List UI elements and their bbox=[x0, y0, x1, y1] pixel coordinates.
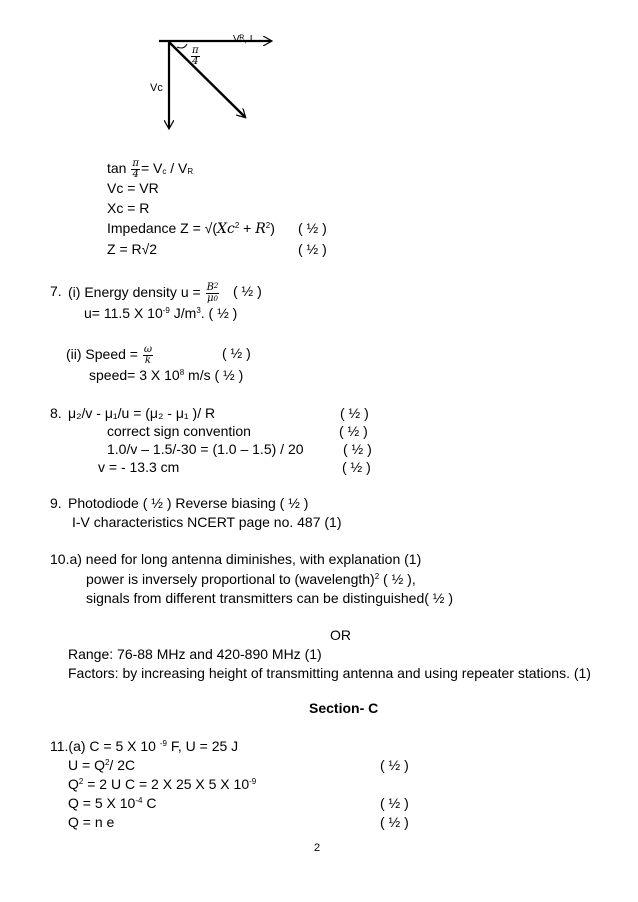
q11-quantization: Q = n e bbox=[68, 814, 115, 830]
q8-mark-4: ( ½ ) bbox=[342, 459, 371, 475]
q7-number: 7. bbox=[50, 283, 62, 299]
q8-mark-1: ( ½ ) bbox=[340, 405, 369, 421]
q11-mark-2: ( ½ ) bbox=[380, 795, 409, 811]
q7-speed-mark: ( ½ ) bbox=[222, 345, 251, 361]
q8-result: v = - 13.3 cm bbox=[98, 459, 180, 475]
q10-power: power is inversely proportional to (wavelength)$^2$ ( ½ ), bbox=[86, 571, 416, 587]
q8-mark-3: ( ½ ) bbox=[343, 441, 372, 457]
q8-mark-2: ( ½ ) bbox=[339, 423, 368, 439]
q8-substitution: 1.0/v – 1.5/-30 = (1.0 – 1.5) / 20 bbox=[107, 441, 304, 457]
impedance-equation: Impedance $Z = √(Xc^2 + R^2)$ bbox=[107, 220, 275, 237]
z-mark: ( ½ ) bbox=[298, 241, 327, 257]
angle-arc bbox=[177, 44, 187, 48]
q7-speed-value: speed= 3 X $10^8$ m/s ( ½ ) bbox=[89, 367, 244, 383]
vc-label: Vc bbox=[150, 82, 163, 94]
q7-energy-value: u= 11.5 X $10^{-9}$ $J/m^3$. ( ½ ) bbox=[84, 305, 238, 321]
q10-range: Range: 76-88 MHz and 420-890 MHz (1) bbox=[68, 646, 322, 662]
q11-mark-3: ( ½ ) bbox=[380, 814, 409, 830]
q7-energy-mark: ( ½ ) bbox=[233, 283, 262, 299]
q7-energy-density: (i) Energy density u = $\frac{B^2}{\mu 0}$ bbox=[68, 282, 219, 304]
tan-equation: tan $\frac{\pi}{4}$ = Vc / VR bbox=[107, 158, 194, 180]
page-number: 2 bbox=[314, 842, 321, 854]
vr-label: Vᴿ, I bbox=[233, 34, 253, 45]
q11-mark-1: ( ½ ) bbox=[380, 757, 409, 773]
q7-speed: (ii) Speed = $\frac{\omega}{k}$ bbox=[66, 344, 153, 366]
section-c-heading: Section- C bbox=[309, 700, 379, 716]
q11-q-squared: $Q^2 = 2$ U C = 2 X 25 X 5 X $10^{-9}$ bbox=[68, 776, 257, 792]
angle-label: $\frac{\pi}{4}$ bbox=[192, 45, 199, 67]
q11-given: 11.(a) C = 5 X 10 $^{-9}$ F, U = 25 J bbox=[50, 738, 239, 754]
q10-antenna: 10.a) need for long antenna diminishes, with explanation (1) bbox=[50, 551, 422, 567]
z-equation: Z = R√2 bbox=[107, 241, 158, 257]
q9-characteristics: I-V characteristics NCERT page no. 487 (1) bbox=[72, 514, 342, 530]
impedance-phasor bbox=[169, 42, 245, 117]
q11-charge: Q = 5 X $10^{-4}$ C bbox=[68, 795, 157, 811]
q10-factors: Factors: by increasing height of transmitting antenna and using repeater stations. (1) bbox=[68, 665, 591, 681]
q9-number: 9. bbox=[50, 495, 62, 511]
q8-lens-formula: μ₂/v - μ₁/u = (μ₂ - μ₁ )/ R bbox=[68, 405, 216, 421]
q8-sign-convention: correct sign convention bbox=[107, 423, 251, 439]
xc-equals-r: Xc = R bbox=[107, 200, 150, 216]
q8-number: 8. bbox=[50, 405, 62, 421]
vc-equals-vr: Vc = VR bbox=[107, 180, 159, 196]
q10-signals: signals from different transmitters can be distinguished( ½ ) bbox=[86, 590, 454, 606]
impedance-mark: ( ½ ) bbox=[298, 220, 327, 236]
phasor-diagram bbox=[0, 0, 638, 140]
q11-energy-formula: $U = Q^2/$ 2C bbox=[68, 757, 136, 773]
q10-or: OR bbox=[330, 627, 351, 643]
q9-photodiode: Photodiode ( ½ ) Reverse biasing ( ½ ) bbox=[68, 495, 309, 511]
